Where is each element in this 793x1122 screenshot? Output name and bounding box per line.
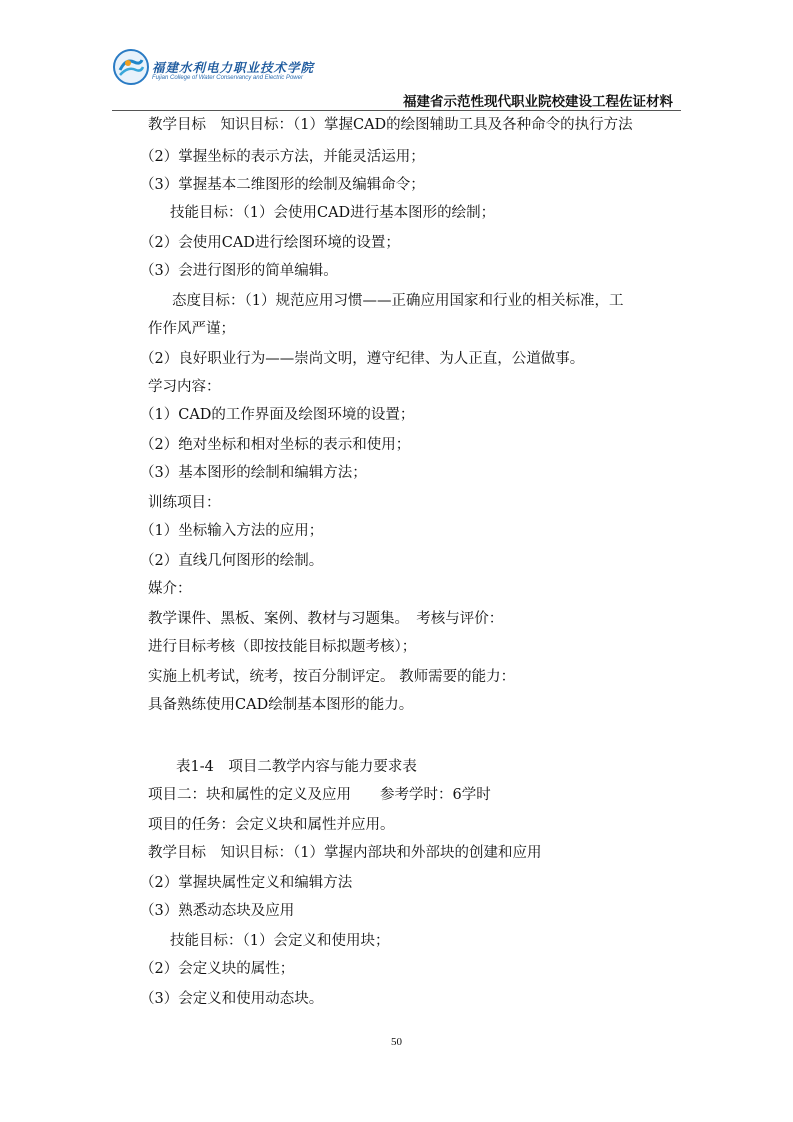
body-line: （2）会定义块的属性； [140, 961, 295, 977]
body-line: （2）掌握块属性定义和编辑方法 [140, 875, 353, 891]
body-line: 训练项目： [148, 495, 221, 511]
body-line: 进行目标考核（即按技能目标拟题考核）； [148, 639, 417, 655]
body-line: 实施上机考试，统考，按百分制评定。 教师需要的能力： [148, 669, 516, 685]
body-line: 态度目标：（1）规范应用习惯——正确应用国家和行业的相关标准，工 [172, 293, 624, 309]
body-line: 技能目标：（1）会使用CAD进行基本图形的绘制； [170, 205, 496, 221]
body-line: （2）掌握坐标的表示方法，并能灵活运用； [140, 149, 425, 165]
college-logo [112, 48, 315, 94]
header-divider [112, 110, 681, 111]
body-line: （3）熟悉动态块及应用 [140, 903, 295, 919]
logo-text: 福建水利电力职业技术学院 [152, 60, 315, 75]
body-line: 作作风严谨； [148, 321, 235, 337]
body-line: 项目的任务：会定义块和属性并应用。 [148, 817, 395, 833]
body-line: 具备熟练使用CAD绘制基本图形的能力。 [148, 697, 414, 713]
body-line: （3）会进行图形的简单编辑。 [140, 263, 338, 279]
page-number: 50 [391, 1036, 402, 1048]
body-line: （1）CAD的工作界面及绘图环境的设置； [140, 407, 415, 423]
table-caption: 表1-4 项目二教学内容与能力要求表 [176, 759, 417, 775]
body-line: （2）绝对坐标和相对坐标的表示和使用； [140, 437, 411, 453]
logo-subtitle: Fujian College of Water Conservancy and Electric Power [152, 75, 303, 81]
body-line: （2）直线几何图形的绘制。 [140, 553, 324, 569]
header-title: 福建省示范性现代职业院校建设工程佐证材料 [403, 94, 673, 110]
body-line: 技能目标：（1）会定义和使用块； [170, 933, 390, 949]
body-line: （3）会定义和使用动态块。 [140, 991, 324, 1007]
body-line: （3）基本图形的绘制和编辑方法； [140, 465, 367, 481]
body-line: （1）坐标输入方法的应用； [140, 523, 324, 539]
body-line: （3）掌握基本二维图形的绘制及编辑命令； [140, 177, 425, 193]
body-line: （2）良好职业行为——崇尚文明，遵守纪律、为人正直，公道做事。 [140, 351, 585, 367]
body-line: （2）会使用CAD进行绘图环境的设置； [140, 235, 400, 251]
body-line: 教学目标 知识目标：（1）掌握CAD的绘图辅助工具及各种命令的执行方法 [148, 117, 633, 133]
body-line: 项目二：块和属性的定义及应用 参考学时：6学时 [148, 787, 491, 803]
body-line: 媒介： [148, 581, 192, 597]
college-emblem-icon [112, 48, 150, 86]
body-line: 教学课件、黑板、案例、教材与习题集。 考核与评价： [148, 611, 504, 627]
body-line: 教学目标 知识目标：（1）掌握内部块和外部块的创建和应用 [148, 845, 542, 861]
body-line: 学习内容： [148, 379, 221, 395]
